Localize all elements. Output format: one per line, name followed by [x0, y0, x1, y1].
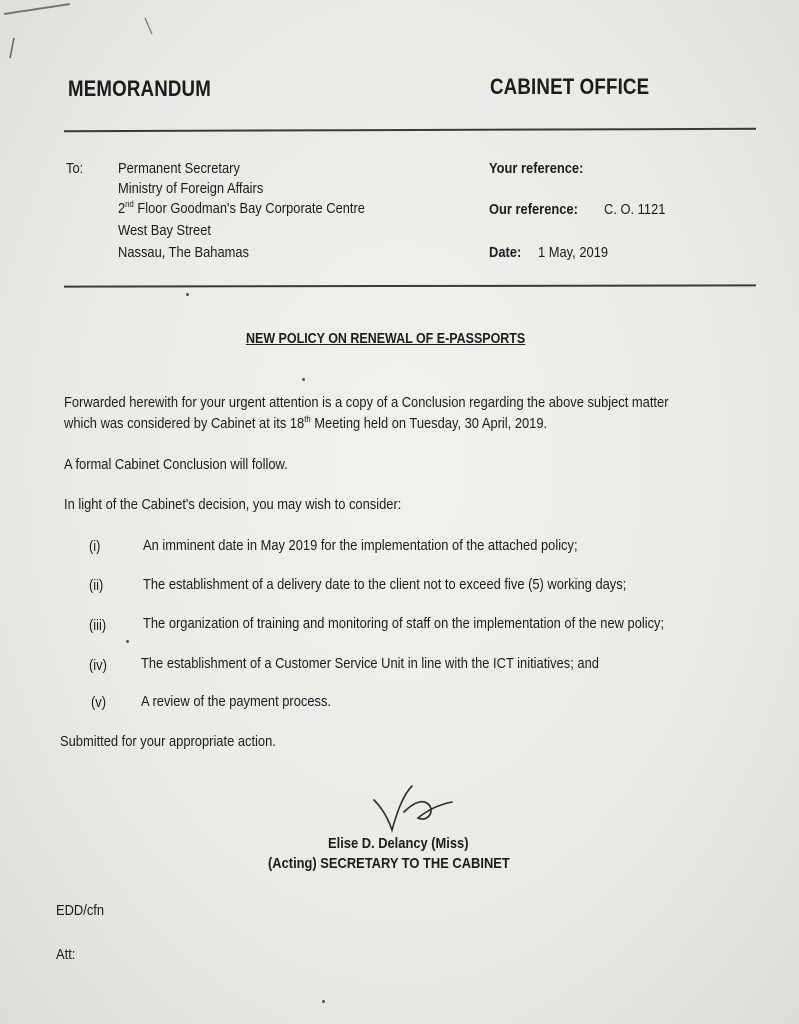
your-reference-label: Your reference: — [489, 160, 584, 177]
body-paragraph-3: In light of the Cabinet's decision, you may wish to consider: — [64, 496, 402, 513]
signatory-name: Elise D. Delancy (Miss) — [328, 835, 469, 852]
signatory-title: (Acting) SECRETARY TO THE CABINET — [268, 855, 510, 872]
body-paragraph-1-line-2 — [64, 415, 547, 432]
scan-artifact-marks — [0, 0, 180, 70]
list-item-text: The organization of training and monitoring of staff on the implementation of the new policy; — [143, 615, 665, 632]
addressee-line-3 — [118, 200, 365, 217]
addressee-line-4: West Bay Street — [118, 222, 211, 239]
scan-speck — [302, 378, 305, 381]
header-divider-top — [64, 128, 756, 132]
date-label: Date: — [489, 244, 522, 261]
scan-speck — [126, 640, 129, 643]
list-item-text: A review of the payment process. — [141, 693, 332, 710]
body-paragraph-2: A formal Cabinet Conclusion will follow. — [64, 456, 288, 473]
floor-suffix: nd — [125, 199, 134, 209]
header-divider-bottom — [64, 284, 756, 287]
list-item-text: An imminent date in May 2019 for the implementation of the attached policy; — [143, 537, 578, 554]
list-item-number: (ii) — [89, 577, 104, 594]
our-reference-value: C. O. 1121 — [604, 201, 666, 218]
addressee-line-1: Permanent Secretary — [118, 160, 240, 177]
list-item-number: (iii) — [89, 617, 107, 634]
floor-rest: Floor Goodman's Bay Corporate Centre — [133, 200, 365, 217]
list-item-text: The establishment of a delivery date to the client not to exceed five (5) working days; — [143, 576, 627, 593]
list-item-number: (iv) — [89, 657, 107, 674]
para1-line2-start: which was considered by Cabinet at its 18 — [64, 415, 305, 432]
to-label: To: — [66, 160, 84, 177]
our-reference-label: Our reference: — [489, 201, 578, 218]
attachment-label: Att: — [56, 946, 76, 963]
list-item-number: (v) — [91, 694, 107, 711]
memorandum-title: MEMORANDUM — [68, 76, 211, 101]
date-value: 1 May, 2019 — [538, 244, 609, 261]
para1-line2-end: Meeting held on Tuesday, 30 April, 2019. — [310, 415, 548, 432]
handwritten-signature — [368, 778, 458, 838]
addressee-line-2: Ministry of Foreign Affairs — [118, 180, 264, 197]
subject-heading: NEW POLICY ON RENEWAL OF E-PASSPORTS — [246, 331, 526, 347]
list-item-text: The establishment of a Customer Service Unit in line with the ICT initiatives; and — [141, 655, 599, 672]
reference-initials: EDD/cfn — [56, 902, 105, 919]
para1-line2-sup: th — [304, 414, 311, 424]
scan-speck — [322, 1000, 325, 1003]
cabinet-office-title: CABINET OFFICE — [490, 74, 650, 99]
list-item-number: (i) — [89, 538, 101, 555]
scan-speck — [186, 293, 189, 296]
floor-number: 2 — [118, 200, 126, 217]
body-paragraph-1-line-1: Forwarded herewith for your urgent attention is a copy of a Conclusion regarding the above subject matter — [64, 394, 669, 411]
closing-line: Submitted for your appropriate action. — [60, 733, 276, 750]
addressee-line-5: Nassau, The Bahamas — [118, 244, 249, 261]
